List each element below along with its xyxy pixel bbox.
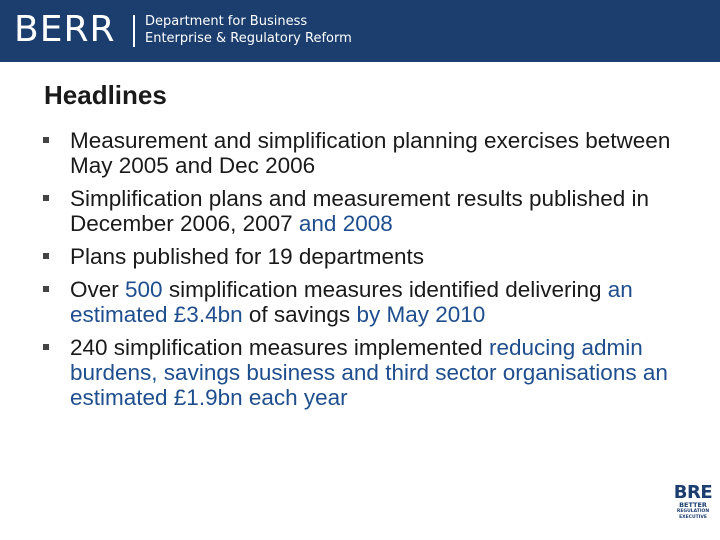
bullet-square-icon [43, 253, 49, 259]
bullet-item [43, 244, 683, 269]
bullet-square-icon [43, 195, 49, 201]
bullet-item [43, 335, 683, 410]
slide-title: Headlines [44, 80, 167, 110]
logo-divider [133, 15, 135, 47]
bullet-square-icon [43, 137, 49, 143]
bullet-text: simplification measures identified delivering [162, 277, 608, 302]
department-line-1: Department for Business [145, 14, 308, 29]
bullet-square-icon [43, 286, 49, 292]
bullet-text: Plans published for 19 departments [70, 244, 424, 269]
bre-logo-line-2: REGULATION [676, 509, 710, 514]
department-line-2: Enterprise & Regulatory Reform [145, 31, 352, 46]
bullet-item [43, 277, 683, 327]
header-banner [0, 0, 720, 62]
bullet-highlight: by May 2010 [356, 302, 486, 327]
bullet-item [43, 128, 683, 178]
bre-logo [670, 484, 716, 521]
bullet-highlight: reducing admin burdens, savings business and third sector organisations an estimated £1.9bn each year [70, 335, 668, 410]
bullet-text: of savings [242, 302, 357, 327]
berr-logo: BERR [14, 9, 116, 50]
bullet-text: Over [70, 277, 126, 302]
bre-logo-line-3: EXECUTIVE [679, 515, 707, 520]
bre-logo-mark: BRE [673, 482, 713, 503]
bullet-text: Measurement and simplification planning exercises between May 2005 and Dec 2006 [70, 128, 671, 178]
bullet-list [43, 128, 683, 418]
bullet-highlight: and 2008 [298, 211, 393, 236]
bullet-item [43, 186, 683, 236]
bullet-text: 240 simplification measures implemented [70, 335, 489, 360]
bullet-text: Simplification plans and measurement results published in December 2006, 2007 [70, 186, 650, 236]
department-name [145, 13, 352, 47]
bullet-highlight: 500 [125, 277, 163, 302]
bullet-square-icon [43, 344, 49, 350]
bullet-highlight: an estimated £3.4bn [70, 277, 633, 327]
bre-logo-line-1: BETTER [679, 501, 707, 509]
